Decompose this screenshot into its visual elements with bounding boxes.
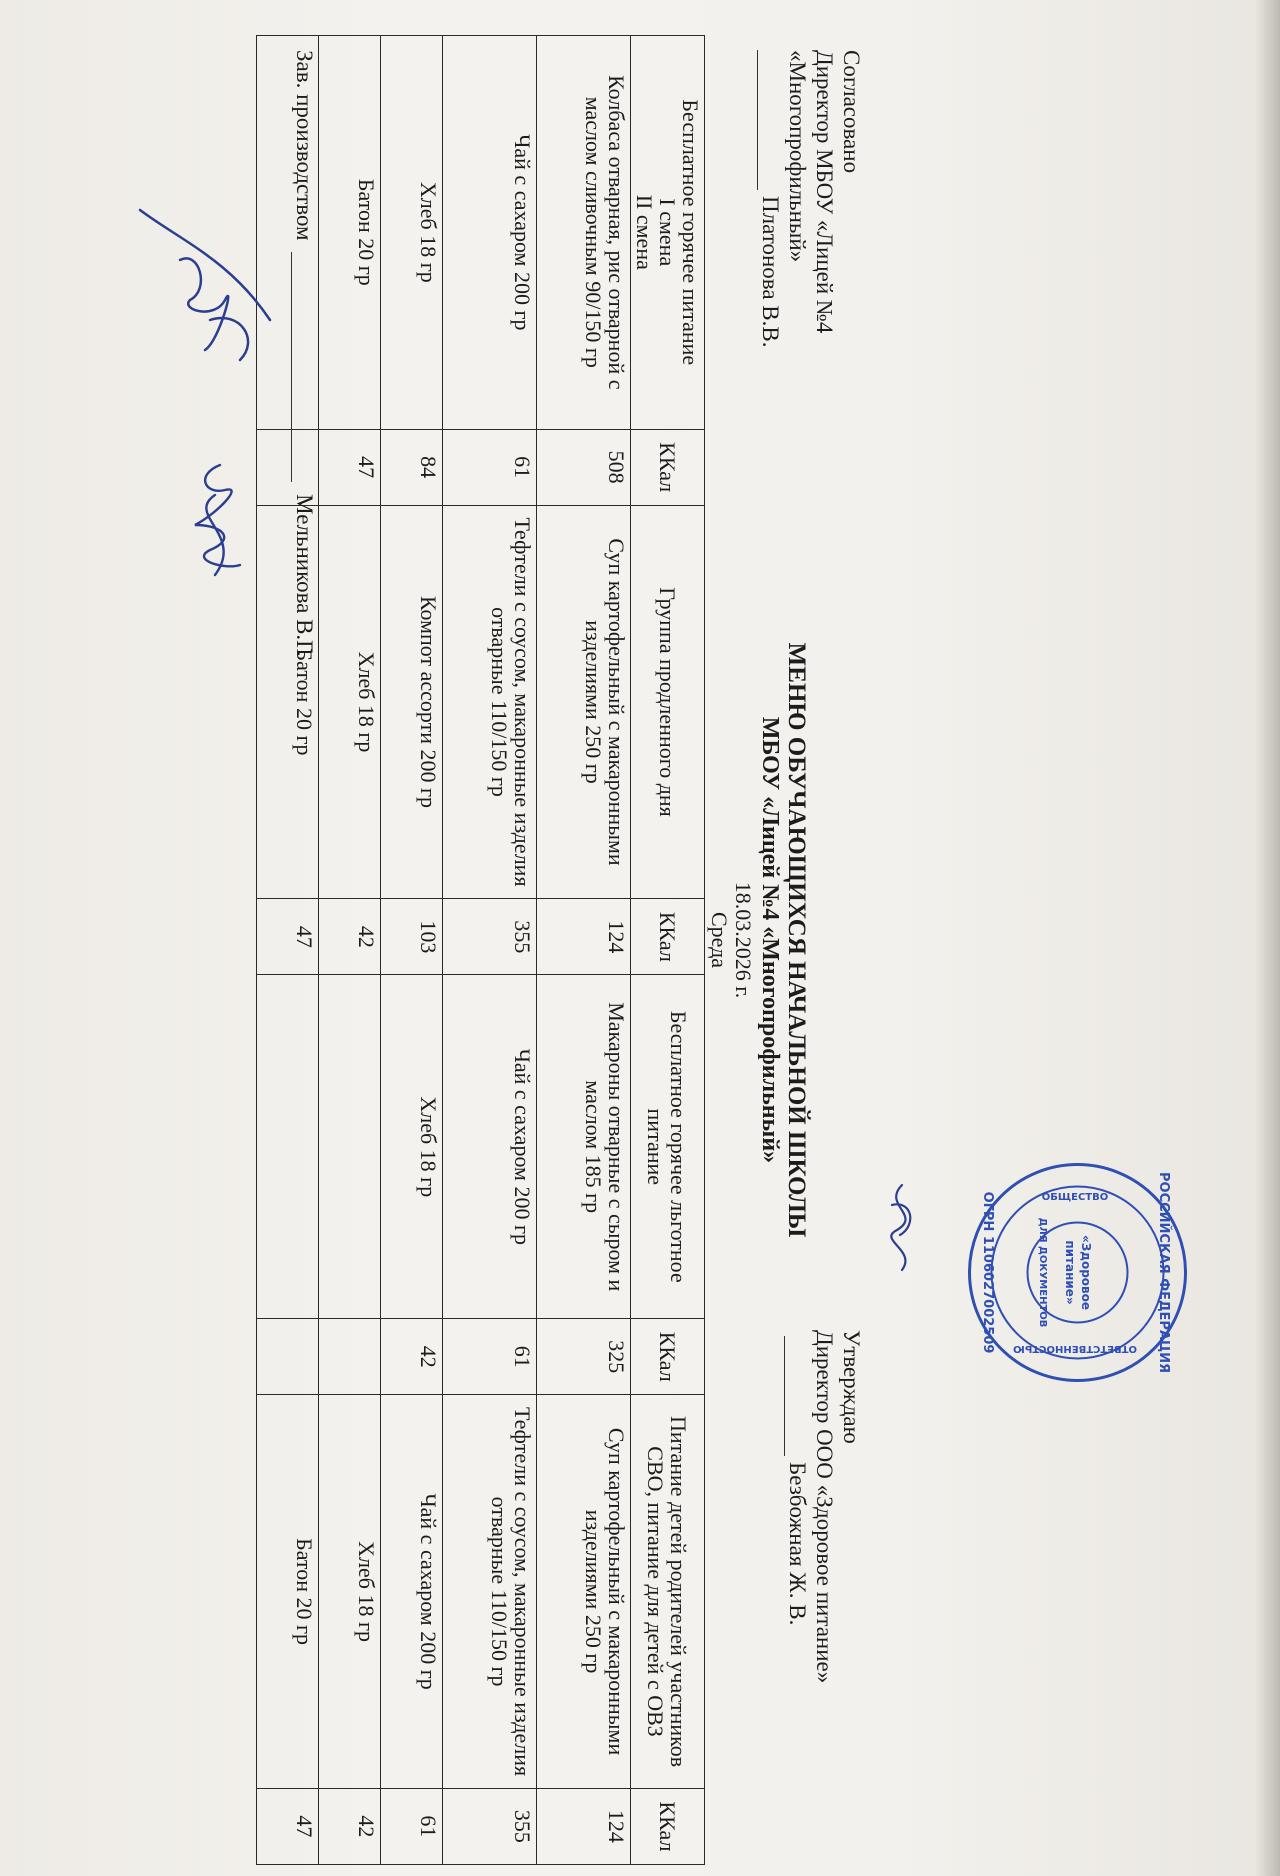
company-stamp	[965, 1160, 1190, 1385]
table-cell-kcal: 355	[443, 899, 537, 975]
col-header-kcal: ККал	[631, 1319, 705, 1395]
table-cell: Батон 20 гр	[257, 505, 319, 899]
col-header-kcal: ККал	[631, 899, 705, 975]
table-cell: Батон 20 гр	[257, 1395, 319, 1789]
agreed-position-line1: Директор МБОУ «Лицей №4	[812, 50, 837, 334]
table-cell: Колбаса отварная, рис отварной с маслом сливочным 90/150 гр	[537, 36, 631, 430]
table-cell-kcal: 84	[381, 429, 443, 505]
svg-text:«Здоровое: «Здоровое	[1079, 1234, 1093, 1311]
table-cell-kcal: 61	[381, 1788, 443, 1864]
svg-text:питание»: питание»	[1063, 1240, 1077, 1305]
menu-weekday: Среда	[707, 911, 732, 969]
col-header-kcal: ККал	[631, 429, 705, 505]
table-cell-kcal	[319, 1319, 381, 1395]
footer-signature-line	[291, 252, 310, 482]
approved-block	[784, 1330, 865, 1850]
table-cell-kcal: 47	[257, 1788, 319, 1864]
table-cell	[319, 975, 381, 1319]
title-block	[707, 520, 810, 1360]
col-header-svo-ovz: Питание детей родителей участников СВО, питание для детей с ОВЗ	[631, 1395, 705, 1789]
table-row	[537, 36, 631, 1865]
table-cell-kcal: 61	[443, 429, 537, 505]
table-cell: Компот ассорти 200 гр	[381, 505, 443, 899]
table-row	[443, 36, 537, 1865]
table-header-row	[631, 36, 705, 1865]
svg-text:ОТВЕТСТВЕННОСТЬЮ: ОТВЕТСТВЕННОСТЬЮ	[1013, 1343, 1137, 1354]
signature-agreed	[120, 200, 290, 380]
table-cell-kcal	[257, 1319, 319, 1395]
approved-signature-line	[784, 1336, 803, 1456]
agreed-signature-line	[757, 50, 776, 190]
table-cell: Хлеб 18 гр	[381, 975, 443, 1319]
table-row	[319, 36, 381, 1865]
col-header-preferential: Бесплатное горячее льготное питание	[631, 975, 705, 1319]
table-cell-kcal: 355	[443, 1788, 537, 1864]
table-cell: Батон 20 гр	[319, 36, 381, 430]
col-header-extended-day: Группа продленного дня	[631, 505, 705, 899]
svg-text:ОБЩЕСТВО: ОБЩЕСТВО	[1041, 1192, 1109, 1203]
table-cell: Тефтели с соусом, макаронные изделия отварные 110/150 гр	[443, 1395, 537, 1789]
footer-name: Мельникова В.Г.	[292, 494, 317, 657]
menu-table	[256, 35, 705, 1865]
table-cell: Суп картофельный с макаронными изделиями 250 гр	[537, 505, 631, 899]
table-cell: Чай с сахаром 200 гр	[443, 975, 537, 1319]
svg-text:ДЛЯ ДОКУМЕНТОВ: ДЛЯ ДОКУМЕНТОВ	[1037, 1217, 1048, 1328]
col-header-free-hot	[631, 36, 705, 430]
table-cell-kcal: 42	[319, 1788, 381, 1864]
agreed-label: Согласовано	[839, 50, 864, 174]
paper-shadow	[1255, 0, 1280, 1876]
footer-label: Зав. производством	[292, 50, 317, 241]
table-cell-kcal: 508	[537, 429, 631, 505]
table-cell-kcal: 61	[443, 1319, 537, 1395]
approved-position: Директор ООО «Здоровое питание»	[812, 1330, 837, 1684]
table-cell: Тефтели с соусом, макаронные изделия отварные 110/150 гр	[443, 505, 537, 899]
signature-footer	[165, 455, 275, 595]
page-title: МЕНЮ ОБУЧАЮЩИХСЯ НАЧАЛЬНОЙ ШКОЛЫ	[783, 642, 810, 1238]
table-row	[381, 36, 443, 1865]
table-cell: Чай с сахаром 200 гр	[381, 1395, 443, 1789]
school-name: МБОУ «Лицей №4 «Многопрофильный»	[757, 716, 783, 1164]
table-cell: Суп картофельный с макаронными изделиями 250 гр	[537, 1395, 631, 1789]
table-cell: Хлеб 18 гр	[319, 505, 381, 899]
signature-approved	[862, 1175, 942, 1285]
table-cell-kcal: 124	[537, 899, 631, 975]
col-header-kcal: ККал	[631, 1788, 705, 1864]
table-cell-kcal: 325	[537, 1319, 631, 1395]
svg-text:РОССИЙСКАЯ ФЕДЕРАЦИЯ: РОССИЙСКАЯ ФЕДЕРАЦИЯ	[1156, 1172, 1171, 1373]
table-cell-kcal: 103	[381, 899, 443, 975]
approved-name: Безбожная Ж. В.	[785, 1462, 810, 1626]
approved-signature-row	[784, 1330, 811, 1850]
table-cell: Хлеб 18 гр	[319, 1395, 381, 1789]
agreed-position-line2: «Многопрофильный»	[785, 50, 810, 263]
document-rotated	[265, 0, 865, 1876]
table-cell-kcal: 42	[381, 1319, 443, 1395]
svg-text:ОГРН 1106027002509: ОГРН 1106027002509	[980, 1191, 995, 1354]
approved-label: Утверждаю	[839, 1330, 864, 1444]
agreed-name: Платонова В.В.	[758, 196, 783, 348]
table-cell: Хлеб 18 гр	[381, 36, 443, 430]
table-cell-kcal: 124	[537, 1788, 631, 1864]
col-header-free-hot-text: Бесплатное горячее питание I смена II смена	[632, 99, 703, 366]
table-cell-kcal: 47	[257, 899, 319, 975]
table-cell: Макароны отварные с сыром и маслом 185 гр	[537, 975, 631, 1319]
footer	[291, 50, 317, 1150]
table-cell-kcal: 42	[319, 899, 381, 975]
table-cell-kcal: 47	[319, 429, 381, 505]
menu-date: 18.03.2026 г.	[731, 881, 756, 999]
table-cell: Чай с сахаром 200 гр	[443, 36, 537, 430]
